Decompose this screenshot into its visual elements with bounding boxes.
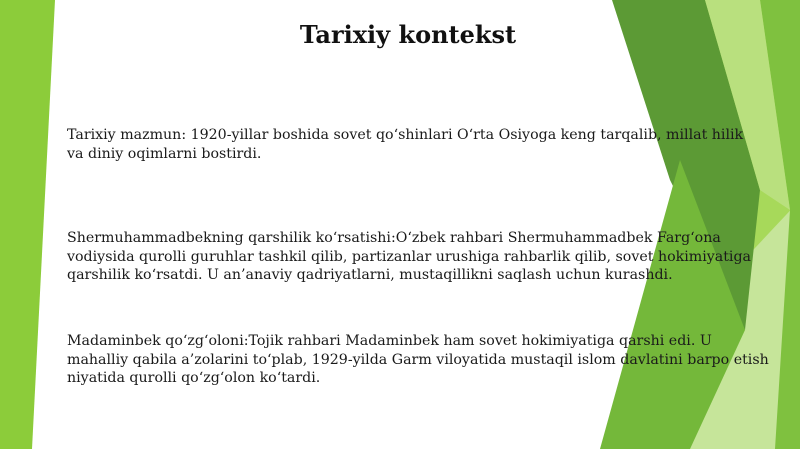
slide-title: Tarixiy kontekst bbox=[299, 20, 517, 49]
paragraph-madaminbek: Madaminbek qo‘zg‘oloni:Tojik rahbari Madaminbek ham sovet hokimiyatiga qarshi edi. U mahalliy qabila a’zolarini to‘plab, 1929-yilda Garm viloyatida mustaqil islom davlatini barpo etish niyatida qurolli qo‘zg‘olon ko‘tardi. bbox=[67, 333, 769, 386]
left-green-strip bbox=[0, 0, 55, 449]
paragraph-historical-context: Tarixiy mazmun: 1920-yillar boshida sovet qo‘shinlari O‘rta Osiyoga keng tarqalib, millat hilik va diniy oqimlarni bostirdi. bbox=[67, 127, 744, 162]
paragraph-shermuhammadbek: Shermuhammadbekning qarshilik ko‘rsatishi:O‘zbek rahbari Shermuhammadbek Farg‘ona vodiysida qurolli guruhlar tashkil qilib, partizanlar urushiga rahbarlik qilib, sovet hokimiyatiga qarshilik ko‘rsatdi. U an’anaviy qadriyatlarni, mustaqillikni saqlash uchun kurashdi. bbox=[67, 230, 752, 283]
